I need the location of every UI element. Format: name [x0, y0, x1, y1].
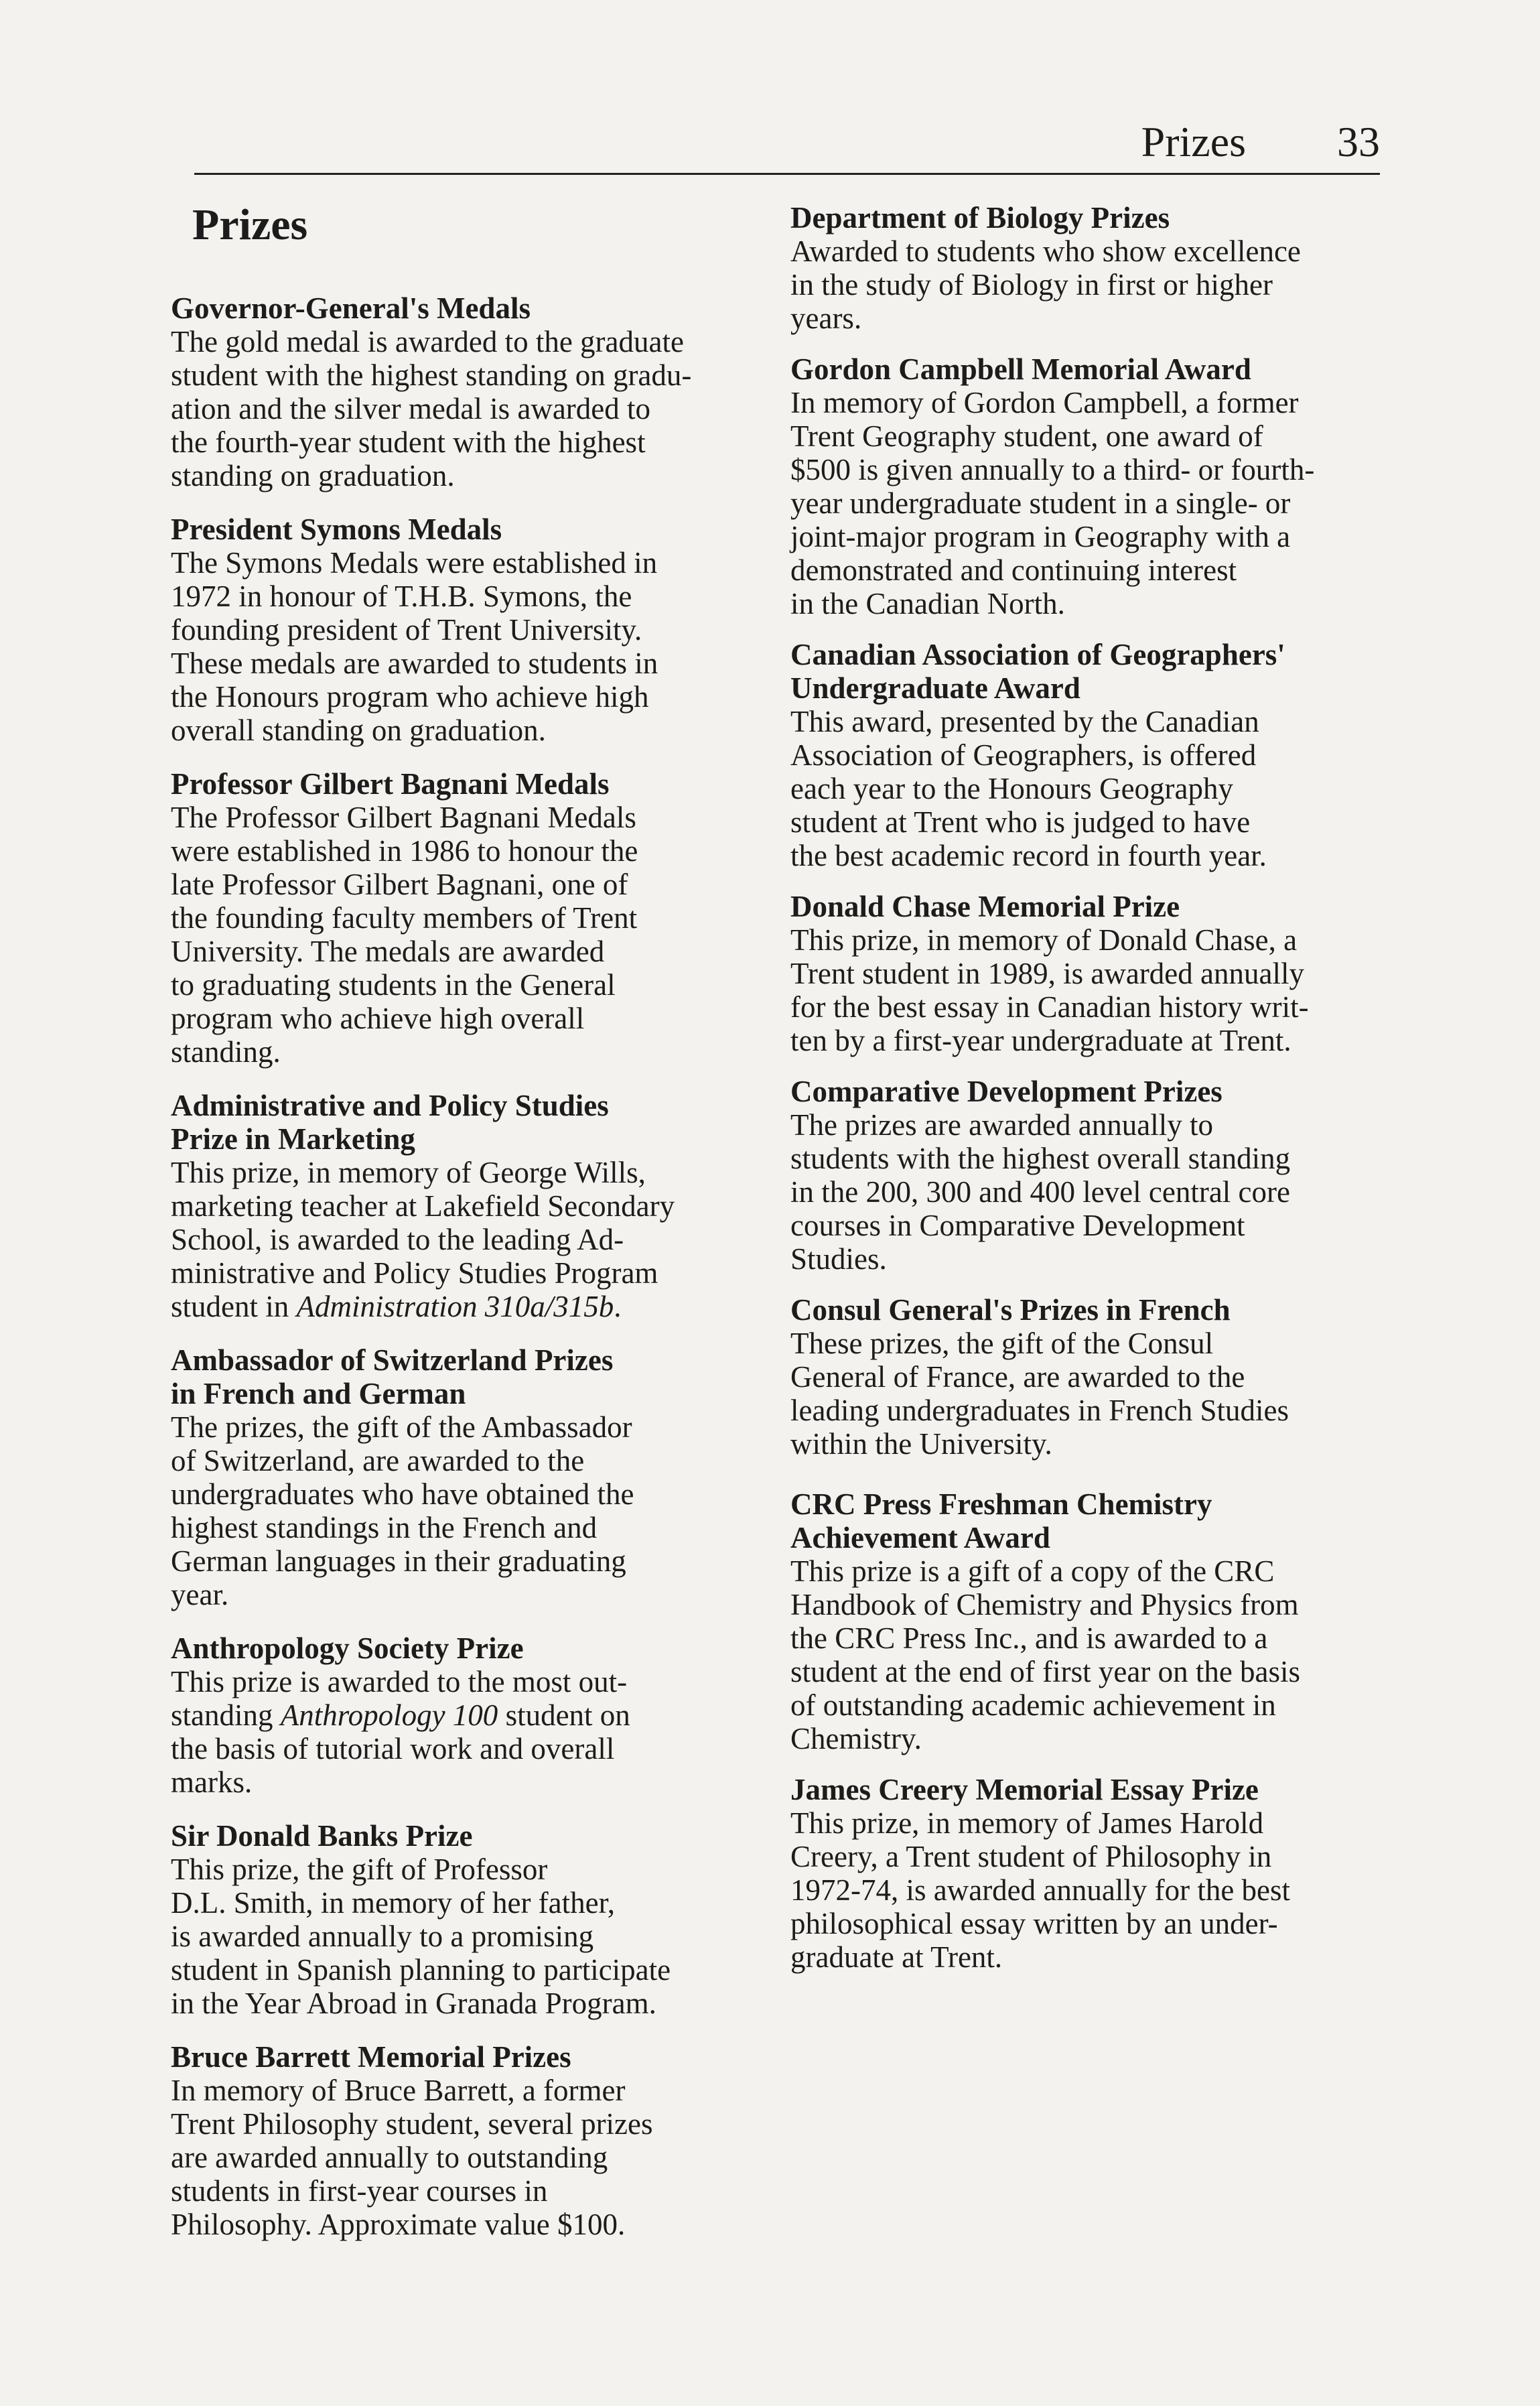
prize-entry [790, 1773, 1380, 1974]
left-column [171, 201, 767, 2261]
prize-title: James Creery Memorial Essay Prize [790, 1773, 1259, 1806]
prize-entry [171, 767, 767, 1069]
prize-entry [790, 1075, 1380, 1276]
prize-entry [171, 1089, 767, 1323]
running-title: Prizes [1141, 118, 1246, 165]
description-text: student on the basis of tutorial work and overall marks. [171, 1698, 630, 1799]
prize-entry [171, 513, 767, 747]
prize-entry [790, 1487, 1380, 1755]
prize-title: Governor-General's Medals [171, 291, 531, 325]
prize-title: Administrative and Policy Studies Prize in Marketing [171, 1088, 609, 1156]
prize-description: In memory of Bruce Barrett, a former Trent Philosophy student, several prizes are awarded annually to outstanding students in first-year courses in Philosophy. Approximate value $100. [171, 2073, 653, 2241]
description-text: This prize, in memory of George Wills, marketing teacher at Lakefield Secondary School, is awarded to the leading Ad- ministrative and Policy Studies Program student in [171, 1155, 675, 1323]
course-name: Administration 310a/315b [296, 1289, 614, 1323]
prize-title: Consul General's Prizes in French [790, 1293, 1231, 1327]
course-name: Anthropology 100 [280, 1698, 498, 1732]
prize-description: This prize, the gift of Professor D.L. Smith, in memory of her father, is awarded annually to a promising student in Spanish planning to participate in the Year Abroad in Granada Program. [171, 1852, 671, 2020]
prize-entry [171, 2040, 767, 2241]
prize-entry [790, 890, 1380, 1057]
prize-entry [790, 352, 1380, 620]
prize-title: President Symons Medals [171, 512, 502, 546]
prize-description: The prizes, the gift of the Ambassador of Switzerland, are awarded to the undergraduates who have obtained the highest standings in the French and German languages in their graduating year. [171, 1410, 634, 1611]
prize-description: This award, presented by the Canadian Association of Geographers, is offered each year to the Honours Geography student at Trent who is judged to have the best academic record in fourth year. [790, 705, 1267, 872]
prize-title: CRC Press Freshman Chemistry Achievement Award [790, 1487, 1212, 1554]
prize-description [171, 1665, 767, 1799]
prize-title: Comparative Development Prizes [790, 1075, 1222, 1108]
page-number: 33 [1337, 118, 1380, 165]
prize-description: In memory of Gordon Campbell, a former Trent Geography student, one award of $500 is given annually to a third- or fourth- year undergraduate student in a single- or joint-major program in Geography with a demonstrated and continuing interest in the Canadian North. [790, 386, 1315, 620]
prize-title: Anthropology Society Prize [171, 1631, 524, 1665]
prize-entry [790, 1293, 1380, 1461]
prize-title: Canadian Association of Geographers' Undergraduate Award [790, 638, 1285, 705]
prize-title: Sir Donald Banks Prize [171, 1818, 473, 1853]
prize-title: Department of Biology Prizes [790, 201, 1170, 235]
prize-description: The Professor Gilbert Bagnani Medals were established in 1986 to honour the late Professor Gilbert Bagnani, one of the founding faculty members of Trent University. The medals are awarded to graduating students in the General program who achieve high overall standing. [171, 800, 638, 1069]
prize-title: Bruce Barrett Memorial Prizes [171, 2040, 571, 2074]
prize-description: The Symons Medals were established in 1972 in honour of T.H.B. Symons, the founding president of Trent University. These medals are awarded to students in the Honours program who achieve high overall standing on graduation. [171, 545, 658, 747]
prize-description: The prizes are awarded annually to students with the highest overall standing in the 200, 300 and 400 level central core courses in Comparative Development Studies. [790, 1108, 1291, 1276]
prize-entry [171, 1631, 767, 1799]
prize-title: Ambassador of Switzerland Prizes in French and German [171, 1343, 614, 1410]
prize-description: Awarded to students who show excellence in the study of Biology in first or higher years. [790, 235, 1301, 335]
prize-description: This prize, in memory of Donald Chase, a Trent student in 1989, is awarded annually for the best essay in Canadian history writ- ten by a first-year undergraduate at Trent. [790, 923, 1309, 1057]
section-title: Prizes [192, 200, 308, 249]
prize-description: This prize is a gift of a copy of the CRC Handbook of Chemistry and Physics from the CRC Press Inc., and is awarded to a student at the end of first year on the basis of outstanding academic achievement in Chemistry. [790, 1554, 1301, 1755]
prize-title: Donald Chase Memorial Prize [790, 890, 1180, 923]
prize-description: This prize, in memory of James Harold Creery, a Trent student of Philosophy in 1972-74, is awarded annually for the best philosophical essay written by an under- graduate at Trent. [790, 1806, 1291, 1974]
prize-entry [790, 201, 1380, 335]
description-text: . [614, 1289, 622, 1323]
prize-entry [171, 1819, 767, 2020]
running-header [194, 113, 1380, 175]
prize-description [171, 1156, 767, 1323]
prize-description: The gold medal is awarded to the graduate student with the highest standing on gradu- ation and the silver medal is awarded to the fourth-year student with the highest standing on graduation. [171, 324, 692, 492]
prize-description: These prizes, the gift of the Consul General of France, are awarded to the leading undergraduates in French Studies within the University. [790, 1327, 1289, 1461]
description-text: This prize is awarded to the most out- standing [171, 1664, 628, 1732]
right-column [790, 201, 1380, 1991]
prize-entry [790, 638, 1380, 872]
prize-title: Professor Gilbert Bagnani Medals [171, 766, 610, 801]
prize-entry [171, 1343, 767, 1611]
prize-entry [171, 291, 767, 492]
prize-title: Gordon Campbell Memorial Award [790, 352, 1251, 386]
